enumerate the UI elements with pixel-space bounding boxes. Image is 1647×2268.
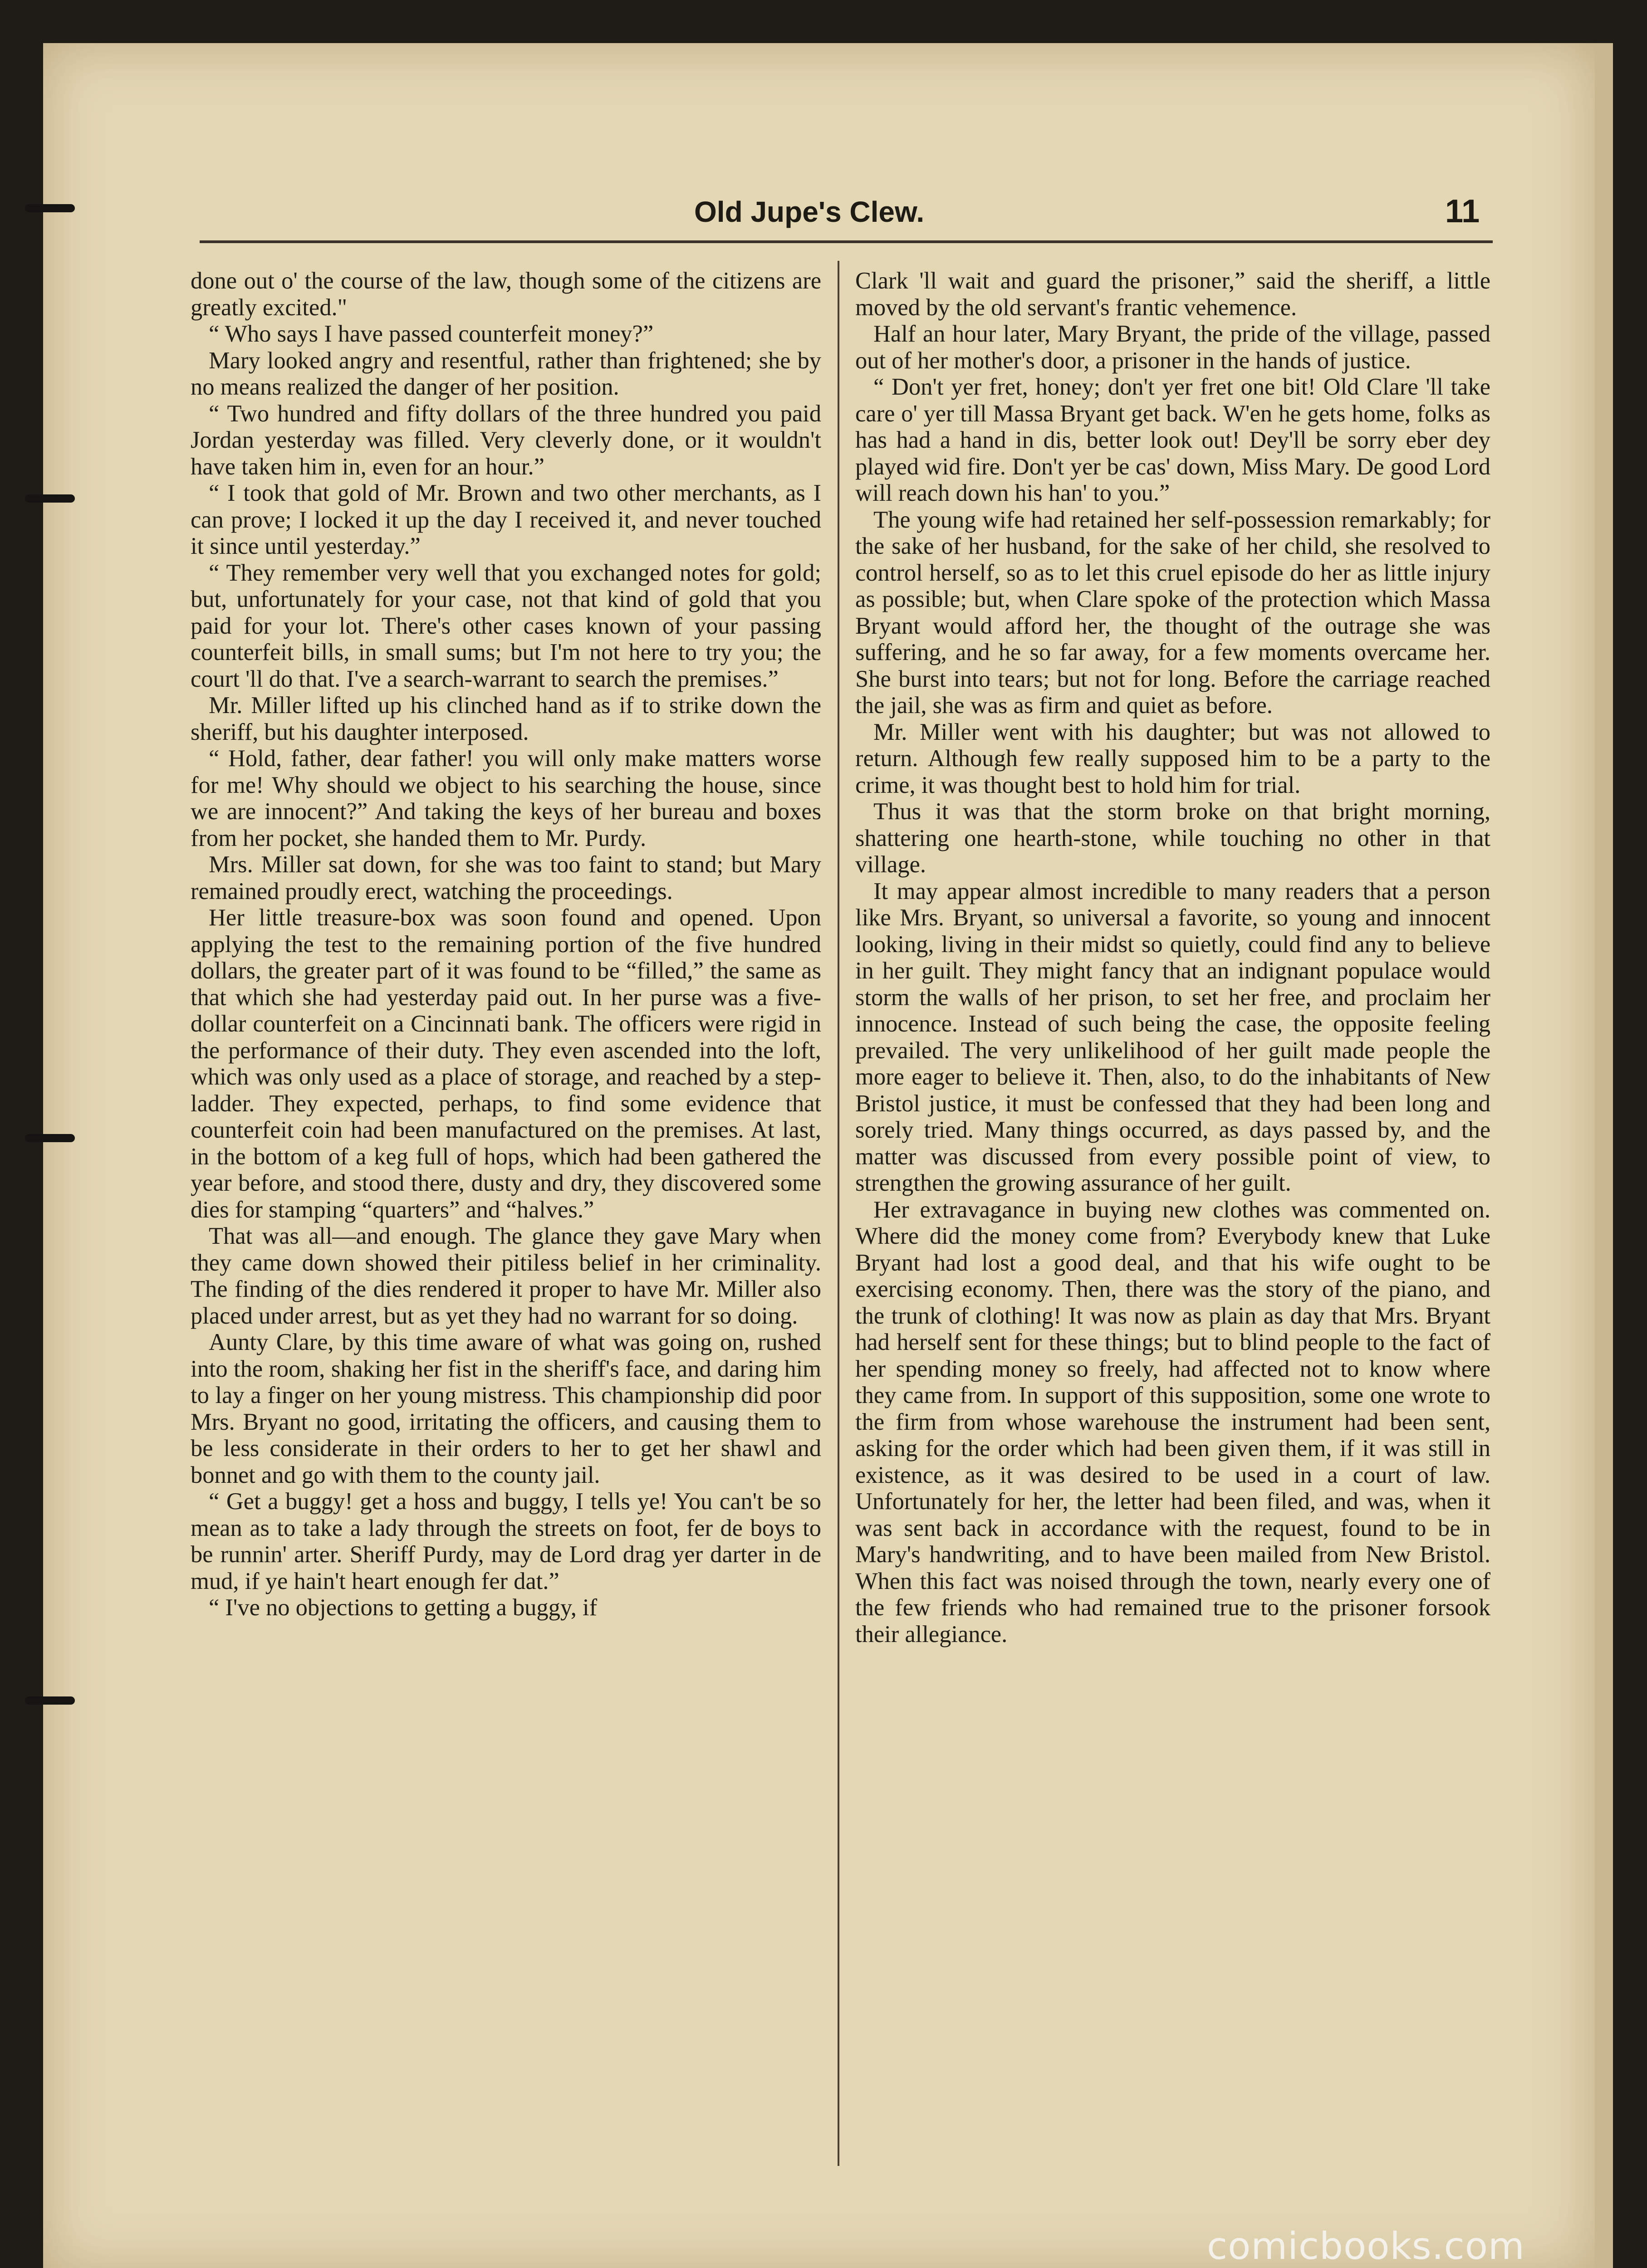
binding-stitch [25,1696,75,1705]
paragraph: Her extravagance in buying new clothes was commented on. Where did the money come from? Everybody knew that Luke Bryant had lost a good deal, and that his wife ought to be exercising economy. Then, there was the story of the piano, and the trunk of clothing! It was now as plain as day that Mrs. Bryant had herself sent for these things; but to blind people to the fact of her spending money so freely, had affected not to know where they came from. In support of this supposition, some one wrote to the firm from whose warehouse the instrument had been sent, asking for the order which had been given them, if it was still in existence, as it was desired to be used in a court of law. Unfortunately for her, the letter had been filed, and was, when it was sent back in accordance with the request, found to be in Mary's handwriting, and to have been mailed from New Bristol. When this fact was noised through the town, nearly every one of the few friends who had remained true to the prisoner forsook their allegiance. [855,1196,1490,1647]
paragraph: “ Who says I have passed counterfeit money?” [209,321,654,347]
paragraph: “ Get a buggy! get a hoss and buggy, I tells ye! You can't be so mean as to take a lady through the streets on foot, fer de boys to be runnin' arter. Sheriff Purdy, may de Lord drag yer darter in de mud, if ye hain't heart enough fer dat.” [191,1488,821,1594]
watermark: comicbooks.com [1207,2225,1525,2268]
paragraph: Aunty Clare, by this time aware of what was going on, rushed into the room, shaking her fist in the sheriff's face, and daring him to lay a finger on her young mistress. This championship did poor Mrs. Bryant no good, irritating the officers, and causing them to be less considerate in their orders to her to get her shawl and bonnet and go with them to the county jail. [191,1329,821,1488]
binding-stitch [25,204,75,212]
binding-stitch [25,1134,75,1142]
running-header-title: Old Jupe's Clew. [694,196,925,228]
paragraph: done out o' the course of the law, though some of the citizens are greatly excited." [191,268,821,321]
paragraph: Mr. Miller lifted up his clinched hand as if to strike down the sheriff, but his daughter interposed. [191,692,821,745]
binding-stitch [25,494,75,503]
paragraph: “ Two hundred and fifty dollars of the three hundred you paid Jordan yesterday was filled. Very cleverly done, or it wouldn't have taken him in, even for an hour.” [191,400,821,480]
paragraph: Mrs. Miller sat down, for she was too faint to stand; but Mary remained proudly erect, watching the proceedings. [191,851,821,904]
paragraph: Half an hour later, Mary Bryant, the pride of the village, passed out of her mother's door, a prisoner in the hands of justice. [855,321,1490,374]
left-text-column [191,268,821,2186]
paragraph: It may appear almost incredible to many readers that a person like Mrs. Bryant, so universal a favorite, so young and innocent looking, living in their midst so quietly, could find any to believe in her guilt. They might fancy that an indignant populace would storm the walls of her prison, to set her free, and proclaim her innocence. Instead of such being the case, the opposite feeling prevailed. The very unlikelihood of her guilt made people the more eager to believe it. Then, also, to do the inhabitants of New Bristol justice, it must be confessed that they had been long and sorely tried. Many things occurred, as days passed by, and the matter was discussed from every possible point of view, to strengthen the growing assurance of her guilt. [855,878,1490,1196]
paragraph: “ They remember very well that you exchanged notes for gold; but, unfortunately for your case, not that kind of gold that you paid for your lot. There's other cases known of your passing counterfeit bills, in small sums; but I'm not here to try you; the court 'll do that. I've a search-warrant to search the premises.” [191,559,821,692]
paragraph: “ I've no objections to getting a buggy, if [209,1594,598,1621]
paragraph: “ Hold, father, dear father! you will only make matters worse for me! Why should we object to his searching the house, since we are innocent?” And taking the keys of her bureau and boxes from her pocket, she handed them to Mr. Purdy. [191,745,821,851]
page-edge [1595,43,1613,2268]
paragraph: The young wife had retained her self-possession remarkably; for the sake of her husband, for the sake of her child, she resolved to control herself, so as to let this cruel episode do her as little injury as possible; but, when Clare spoke of the protection which Massa Bryant would afford her, the thought of the outrage she was suffering, and he so far away, for a few moments overcame her. She burst into tears; but not for long. Before the carriage reached the jail, she was as firm and quiet as before. [855,506,1490,719]
paragraph: Mary looked angry and resentful, rather than frightened; she by no means realized the danger of her position. [191,347,821,400]
page-number: 11 [1445,193,1480,230]
paragraph: “ I took that gold of Mr. Brown and two other merchants, as I can prove; I locked it up the day I received it, and never touched it since until yesterday.” [191,480,821,559]
paragraph: Mr. Miller went with his daughter; but was not allowed to return. Although few really supposed him to be a party to the crime, it was thought best to hold him for trial. [855,719,1490,798]
paragraph: Clark 'll wait and guard the prisoner,” said the sheriff, a little moved by the old servant's frantic vehemence. [855,268,1490,321]
paragraph: Her little treasure-box was soon found and opened. Upon applying the test to the remaining portion of the five hundred dollars, the greater part of it was found to be “filled,” the same as that which she had yesterday paid out. In her purse was a five-dollar counterfeit on a Cincinnati bank. The officers were rigid in the performance of their duty. They even ascended into the loft, which was only used as a place of storage, and reached by a step-ladder. They expected, perhaps, to find some evidence that counterfeit coin had been manufactured on the premises. At last, in the bottom of a keg full of hops, which had been gathered the year before, and stood there, dusty and dry, they discovered some dies for stamping “quarters” and “halves.” [191,904,821,1223]
header-rule [200,240,1493,243]
column-divider [838,261,839,2166]
paragraph: “ Don't yer fret, honey; don't yer fret one bit! Old Clare 'll take care o' yer till Massa Bryant get back. W'en he gets home, folks as has had a hand in dis, better look out! Dey'll be sorry eber dey played wid fire. Don't yer be cas' down, Miss Mary. De good Lord will reach down his han' to you.” [855,374,1490,506]
paragraph: Thus it was that the storm broke on that bright morning, shattering one hearth-stone, while touching no other in that village. [855,798,1490,878]
right-text-column [855,268,1490,2186]
paragraph: That was all—and enough. The glance they gave Mary when they came down showed their pitiless belief in her criminality. The finding of the dies rendered it proper to have Mr. Miller also placed under arrest, but as yet they had no warrant for so doing. [191,1223,821,1329]
